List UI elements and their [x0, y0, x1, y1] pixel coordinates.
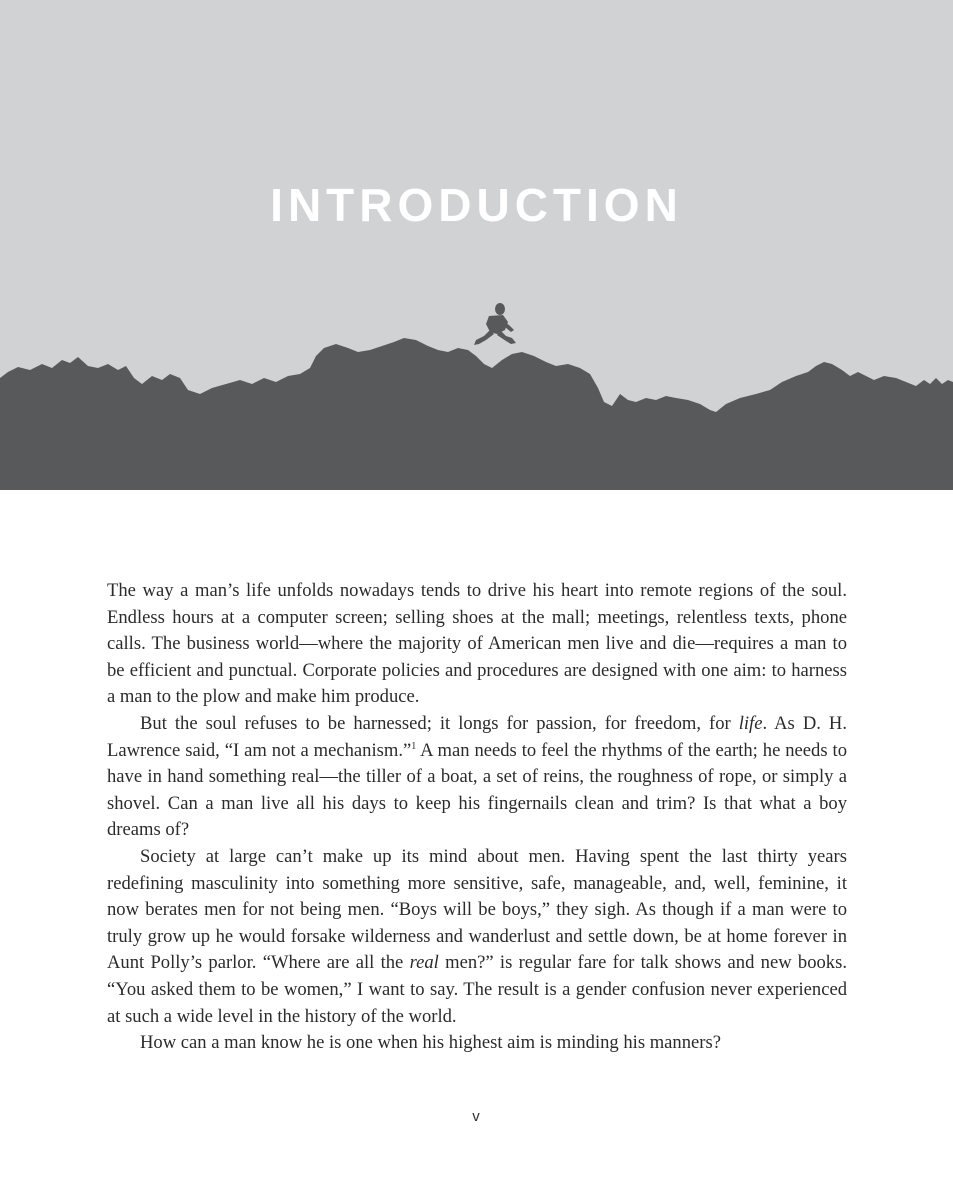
paragraph — [107, 711, 847, 844]
paragraph — [107, 844, 847, 1030]
chapter-title: INTRODUCTION — [270, 179, 683, 231]
leaping-man-figure — [474, 303, 516, 345]
paragraph — [107, 578, 847, 711]
italic-emphasis: life — [738, 712, 763, 734]
text-run: A man needs to feel the rhythms of the earth; he needs to have in hand something real—the tiller of a boat, a set of reins, the roughness of rope, or simply a shovel. Can a man live all his days to keep his fingernails clean and trim? Is that what a boy dreams of? — [107, 739, 847, 841]
mountain-ridge-with-leaping-man-illustration — [0, 0, 953, 490]
mountain-ridge — [0, 338, 953, 490]
text-run: The way a man’s life unfolds nowadays tends to drive his heart into remote regions of the soul. Endless hours at a computer screen; selling shoes at the mall; meetings, relentless texts, phone calls. The business world—where the majority of American men live and die—requires a man to be efficient and punctual. Corporate policies and procedures are designed with one aim: to harness a man to the plow and make him produce. — [107, 580, 847, 708]
footnote-marker: 1 — [411, 740, 417, 752]
text-run: men?” is regular fare for talk shows and new books. “You asked them to be women,” I want to say. The result is a gender confusion never experienced at such a wide level in the history of the world. — [107, 952, 847, 1027]
text-run: But the soul refuses to be harnessed; it longs for passion, for freedom, for — [140, 712, 739, 734]
page-number: v — [472, 1108, 481, 1125]
chapter-header — [0, 0, 953, 490]
italic-emphasis: real — [409, 952, 439, 974]
paragraph — [107, 1030, 847, 1057]
text-run: . As D. H. Lawrence said, “I am not a mechanism.” — [107, 712, 847, 761]
text-run: How can a man know he is one when his highest aim is minding his manners? — [140, 1032, 721, 1054]
body-text — [107, 578, 847, 1057]
text-run: Society at large can’t make up its mind about men. Having spent the last thirty years redefining masculinity into something more sensitive, safe, manageable, and, well, feminine, it now berates men for not being men. “Boys will be boys,” they sigh. As though if a man were to truly grow up he would forsake wilderness and wanderlust and settle down, be at home forever in Aunt Polly’s parlor. “Where are all the — [107, 845, 847, 974]
